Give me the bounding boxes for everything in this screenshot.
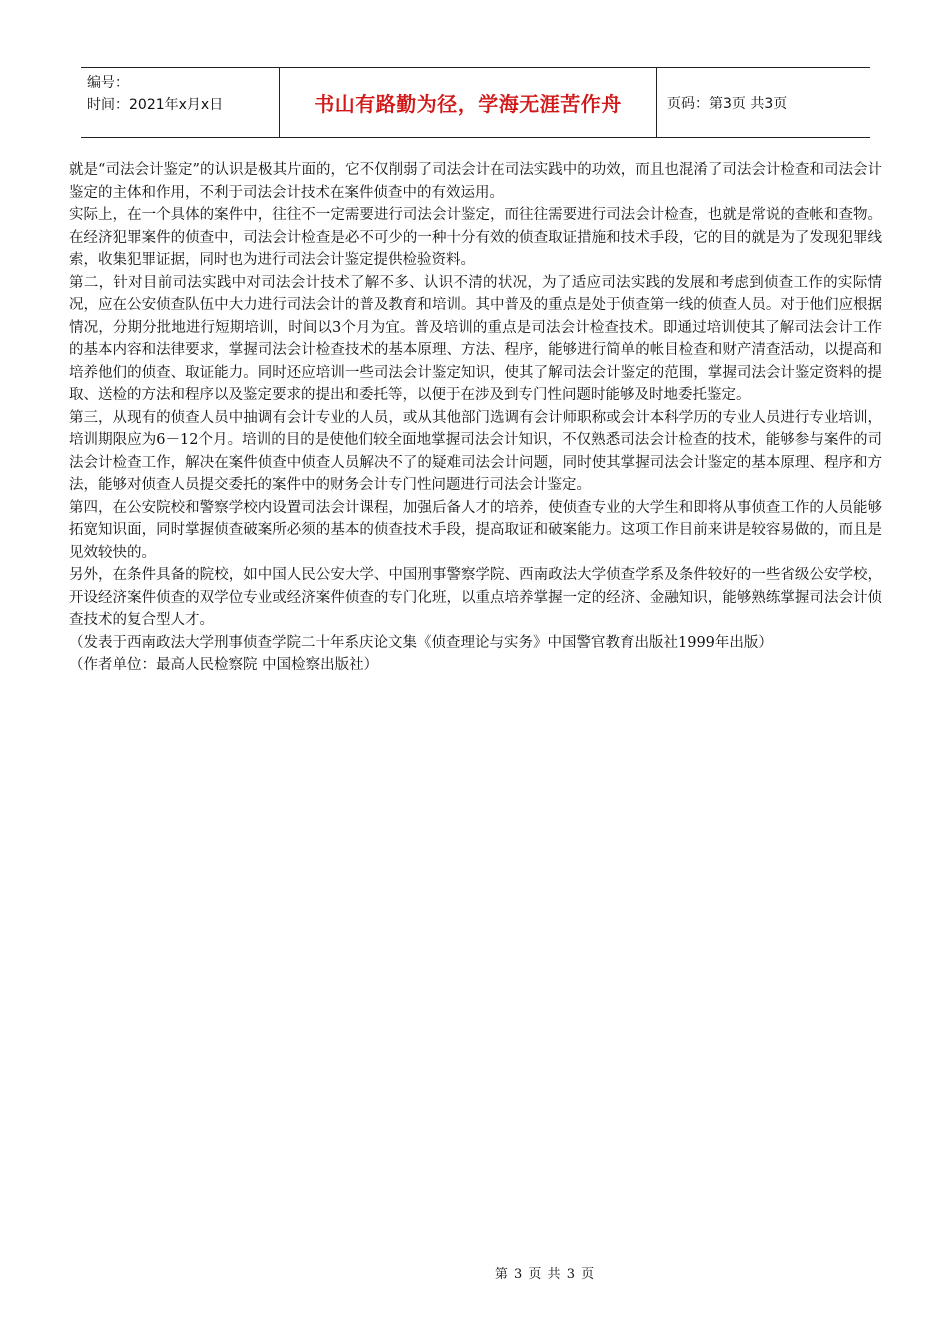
header-motto: 书山有路勤为径，学海无涯苦作舟 [279, 68, 657, 137]
document-number-label: 编号： [87, 75, 129, 91]
header-page-code: 页码：第3页 共3页 [667, 95, 788, 112]
body-paragraph: 第二，针对目前司法实践中对司法会计技术了解不多、认识不清的状况，为了适应司法实践的发展和考虑到侦查工作的实际情况，应在公安侦查队伍中大力进行司法会计的普及教育和培训。其中普及的重点是处于侦查第一线的侦查人员。对于他们应根据情况，分期分批地进行短期培训，时间以3个月为宜。普及培训的重点是司法会计检查技术。即通过培训使其了解司法会计工作的基本内容和法律要求，掌握司法会计检查技术的基本原理、方法、程序，能够进行简单的帐目检查和财产清查活动，以提高和培养他们的侦查、取证能力。同时还应培训一些司法会计鉴定知识，使其了解司法会计鉴定的范围，掌握司法会计鉴定资料的提取、送检的方法和程序以及鉴定要求的提出和委托等，以便于在涉及到专门性问题时能够及时地委托鉴定。 [69, 274, 882, 403]
publication-note: （发表于西南政法大学刑事侦查学院二十年系庆论文集《侦查理论与实务》中国警官教育出版社1999年出版） [69, 634, 773, 651]
header-meta [81, 68, 279, 137]
body-paragraph: 第四，在公安院校和警察学校内设置司法会计课程，加强后备人才的培养，使侦查专业的大学生和即将从事侦查工作的人员能够拓宽知识面，同时掌握侦查破案所必须的基本的侦查技术手段，提高取证和破案能力。这项工作目前来讲是较容易做的，而且是见效较快的。 [69, 499, 882, 561]
body-paragraph: 另外，在条件具备的院校，如中国人民公安大学、中国刑事警察学院、西南政法大学侦查学系及条件较好的一些省级公安学校，开设经济案件侦查的双学位专业或经济案件侦查的专门化班，以重点培养掌握一定的经济、金融知识，能够熟练掌握司法会计侦查技术的复合型人才。 [69, 567, 882, 628]
document-body [69, 159, 882, 677]
body-paragraph: 第三，从现有的侦查人员中抽调有会计专业的人员，或从其他部门选调有会计师职称或会计本科学历的专业人员进行专业培训，培训期限应为6－12个月。培训的目的是使他们较全面地掌握司法会计知识，不仅熟悉司法会计检查的技术，能够参与案件的司法会计检查工作，解决在案件侦查中侦查人员解决不了的疑难司法会计问题，同时使其掌握司法会计鉴定的基本原理、程序和方法，能够对侦查人员提交委托的案件中的财务会计专门性问题进行司法会计鉴定。 [69, 409, 882, 493]
page-footer: 第 3 页 共 3 页 [494, 1267, 596, 1282]
document-date: 时间：2021年x月x日 [87, 97, 224, 113]
body-paragraph: 就是“司法会计鉴定”的认识是极其片面的，它不仅削弱了司法会计在司法实践中的功效，而且也混淆了司法会计检查和司法会计鉴定的主体和作用，不利于司法会计技术在案件侦查中的有效运用。 [69, 162, 882, 201]
body-paragraph: 实际上，在一个具体的案件中，往往不一定需要进行司法会计鉴定，而往往需要进行司法会计检查，也就是常说的查帐和查物。在经济犯罪案件的侦查中，司法会计检查是必不可少的一种十分有效的侦查取证措施和技术手段，它的目的就是为了发现犯罪线索，收集犯罪证据，同时也为进行司法会计鉴定提供检验资料。 [69, 207, 882, 268]
author-affiliation: （作者单位：最高人民检察院 中国检察出版社） [69, 657, 379, 673]
page-header [81, 67, 870, 138]
